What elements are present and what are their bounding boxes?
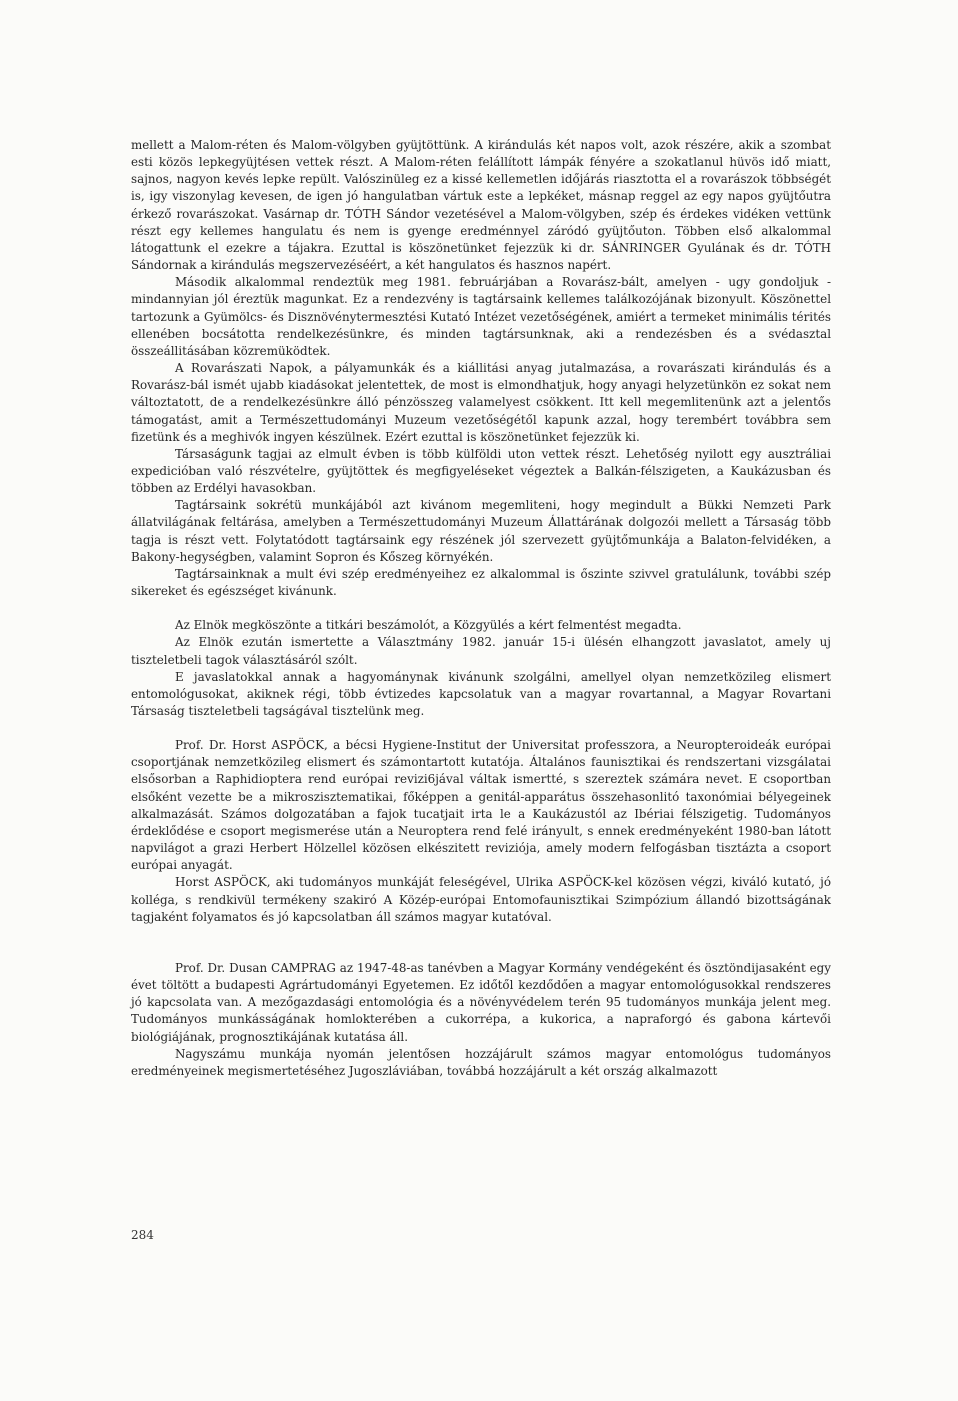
paragraph: Horst ASPÖCK, aki tudományos munkáját feleségével, Ulrika ASPÖCK-kel közösen végzi, kiváló kutató, jó kolléga, s rendkivül termékeny szakiró A Közép-európai Entomofaunisztikai Szimpózium állandó bizottságának tagjaként folyamatos és jó kapcsolatban áll számos magyar kutatóval. <box>131 875 831 924</box>
paragraph: Prof. Dr. Dusan CAMPRAG az 1947-48-as tanévben a Magyar Kormány vendégeként és ösztöndijasaként egy évet töltött a budapesti Agrártudományi Egyetemen. Ez időtől kezdődően a magyar entomológusokkal rendszeres jó kapcsolata van. A mezőgazdasági entomológia és a növényvédelem terén 95 tudományos munkája jelent meg. Tudományos munkásságának homlokterében a cukorrépa, a kukorica, a napraforgó és gabona kártevői biológiájának, prognosztikájának kutatása áll. <box>131 960 831 1044</box>
paragraph: Az Elnök megköszönte a titkári beszámolót, a Közgyülés a kért felmentést megadta. <box>175 618 682 633</box>
paragraph: Nagyszámu munkája nyomán jelentősen hozzájárult számos magyar entomológus tudományos eredményeinek megismertetéséhez Jugoszláviában, továbbá hozzájárult a két ország alkalmazott <box>131 1046 831 1078</box>
paragraph: Társaságunk tagjai az elmult évben is több külföldi uton vettek részt. Lehetőség nyilott egy ausztráliai expedicióban való részvételre, gyüjtöttek és megfigyeléseket végeztek a Balkán-félszigeten, a Kaukázusban és többen az Erdélyi havasokban. <box>131 446 831 496</box>
page-number: 284 <box>131 1228 154 1242</box>
paragraph: Az Elnök ezután ismertette a Választmány 1982. január 15-i ülésén elhangzott javaslatot, amely uj tiszteletbeli tagok választásáról szólt. <box>131 635 831 667</box>
paragraph: E javaslatokkal annak a hagyománynak kivánunk szolgálni, amellyel olyan nemzetközileg elismert entomológusokat, akiknek régi, több évtizedes kapcsolatuk van a magyar rovartannal, a Magyar Rovartani Társaság tiszteletbeli tagságával tisztelünk meg. <box>131 669 831 718</box>
paragraph: Prof. Dr. Horst ASPÖCK, a bécsi Hygiene-Institut der Universitat professzora, a Neuropteroideák európai csoportjának nemzetközileg elismert és számontartott kutatója. Általános faunisztikai és rendszertani vizsgálatai elsősorban a Raphidioptera rend európai revizi6jával váltak ismertté, s szereztek számára nevet. E csoportban elsőként vezette be a mikroszisztematikai, főképpen a genitál-apparátus összehasonlitó taxonómiai bélyegeinek alkalmazását. Számos dolgozatában a fajok tucatjait irta le a Kaukázustól az Ibériai félszigetig. Tudományos érdeklődése e csoport megismerése után a Neuroptera rend felé irányult, s ennek eredményeként 1980-ban látott napvilágot a grazi Herbert Hölzellel közösen elkészitett reviziója, amely modern felfogásban tisztázta a csoport európai anyagát. <box>131 738 831 873</box>
paragraph: Tagtársaink sokrétü munkájából azt kivánom megemliteni, hogy megindult a Bükki Nemzeti Park állatvilágának feltárása, amelyben a Természettudományi Muzeum Állattárának dolgozói mellett a Társaság több tagja is részt vett. Folytatódott tagtársaink egy részének jól szervezett gyüjtőmunkája a Balaton-felvidéken, a Bakony-hegységben, valamint Sopron és Kőszeg környékén. <box>131 498 831 564</box>
paragraph: Tagtársainknak a mult évi szép eredményeihez ez alkalommal is őszinte szivvel gratulálunk, további szép sikereket és egészséget kivánunk. <box>131 566 831 599</box>
paragraph: mellett a Malom-réten és Malom-völgyben gyüjtöttünk. A kirándulás két napos volt, azok részére, akik a szombat esti közös lepkegyüjtésen vettek részt. A Malom-réten felállított lámpák fényére a szokatlanul hüvös idő miatt, sajnos, nagyon kevés lepke repült. Valószinüleg ez a kissé kellemetlen időjárás riasztotta el a rovarászok többségét is, igy viszonylag kevesen, de igen jó hangulatban vártuk este a lepkéket, másnap reggel az egy napos gyüjtőutra érkező rovarászokat. Vasárnap dr. TÓTH Sándor vezetésével a Malom-völgyben, szép és érdekes vidéken vettünk részt egy kellemes hangulatu és nem is gyenge eredménnyel záródó gyüjtőuton. Többen első alkalommal látogattunk el ezekre a tájakra. Ezuttal is köszönetünket fejezzük ki dr. SÁNRINGER Gyulának és dr. TÓTH Sándornak a kirándulás megszervezéséért, a két hangulatos és hasznos napért. <box>131 138 831 273</box>
paragraph: A Rovarászati Napok, a pályamunkák és a kiállitási anyag jutalmazása, a rovarászati kirándulás és a Rovarász-bál ismét ujabb kiadásokat jelentettek, de most is elmondhatjuk, hogy anyagi helyzetünkön ez sokat nem változtatott, de a rendelkezésünkre álló pénzösszeg valamelyest csökkent. Itt kell megemlitenünk azt a jelentős támogatást, amit a Természettudományi Muzeum vezetőségétől kapunk azzal, hogy terembért továbbra sem fizetünk és a meghivók ingyen készülnek. Ezért ezuttal is köszönetünket fejezzük ki. <box>131 361 831 444</box>
paragraph: Második alkalommal rendeztük meg 1981. februárjában a Rovarász-bált, amelyen - ugy gondoljuk - mindannyian jól éreztük magunkat. Ez a rendezvény is tagtársaink kellemes találkozójának bizonyult. Köszönettel tartozunk a Gyümölcs- és Disznövénytermesztési Kutató Intézet vezetőségének, amiért a termeket minimális térités ellenében bocsátotta rendelkezésünkre, és minden tagtársunknak, aki a rendezésben és a svédasztal összeállitásában közremüködtek. <box>131 275 831 358</box>
body-text <box>131 137 831 1080</box>
